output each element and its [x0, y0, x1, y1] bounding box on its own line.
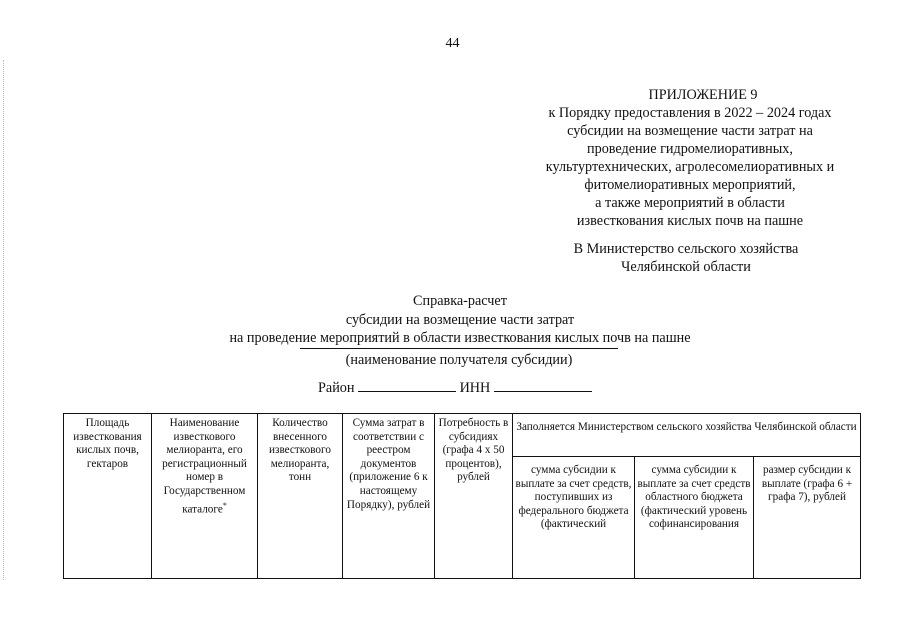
recipient-name-line: [300, 348, 618, 349]
col-header-regional: сумма субсидии к выплате за счет средств областного бюджета (фактический уровень софинансирования: [635, 457, 754, 579]
document-title-line: на проведение мероприятий в области известкования кислых почв на пашне: [229, 330, 691, 346]
appendix-title: ПРИЛОЖЕНИЕ 9: [648, 87, 758, 103]
inn-label: ИНН: [459, 380, 491, 396]
appendix-line: культуртехнических, агролесомелиоративных и: [545, 159, 835, 175]
appendix-line: фитомелиоративных мероприятий,: [584, 177, 796, 193]
district-blank: [358, 379, 456, 392]
page-number: 44: [445, 36, 460, 51]
addressee-block: [505, 240, 867, 276]
appendix-block: [505, 86, 875, 230]
appendix-line: к Порядку предоставления в 2022 – 2024 годах: [548, 105, 832, 121]
col-header-need: Потребность в субсидиях (графа 4 х 50 процентов), рублей: [435, 414, 513, 579]
col-header-total: размер субсидии к выплате (графа 6 + графа 7), рублей: [754, 457, 861, 579]
col-header-meliorant-text: Наименование известкового мелиоранта, его регистрационный номер в Государственном каталоге: [162, 417, 247, 516]
col-header-costs: Сумма затрат в соответствии с реестром документов (приложение 6 к настоящему Порядку), рублей: [343, 414, 435, 579]
document-title: [180, 292, 740, 348]
appendix-line: а также мероприятий в области: [595, 195, 785, 211]
district-inn-row: [318, 379, 592, 397]
inn-blank: [494, 379, 592, 392]
col-header-area: Площадь известкования кислых почв, гектаров: [64, 414, 152, 579]
appendix-line: проведение гидромелиоративных,: [587, 141, 793, 157]
appendix-line: субсидии на возмещение части затрат на: [567, 123, 813, 139]
document-title-line: субсидии на возмещение части затрат: [345, 311, 575, 328]
district-label: Район: [318, 380, 355, 396]
document-title-line: Справка-расчет: [413, 293, 507, 309]
recipient-field: [300, 348, 618, 369]
ministry-header: Заполняется Министерством сельского хозяйства Челябинской области: [513, 414, 861, 457]
appendix-line: известкования кислых почв на пашне: [576, 213, 804, 229]
scan-edge: [3, 60, 5, 580]
addressee-line: Челябинской области: [621, 259, 751, 275]
addressee-line: В Министерство сельского хозяйства: [573, 241, 799, 257]
col-header-meliorant: [152, 414, 258, 579]
recipient-caption: (наименование получателя субсидии): [345, 352, 573, 368]
footnote-mark: *: [222, 500, 227, 510]
col-header-quantity: Количество внесенного известкового мелиоранта, тонн: [258, 414, 343, 579]
calculation-table: [63, 413, 861, 579]
col-header-federal: сумма субсидии к выплате за счет средств, поступивших из федерального бюджета (фактический: [513, 457, 635, 579]
